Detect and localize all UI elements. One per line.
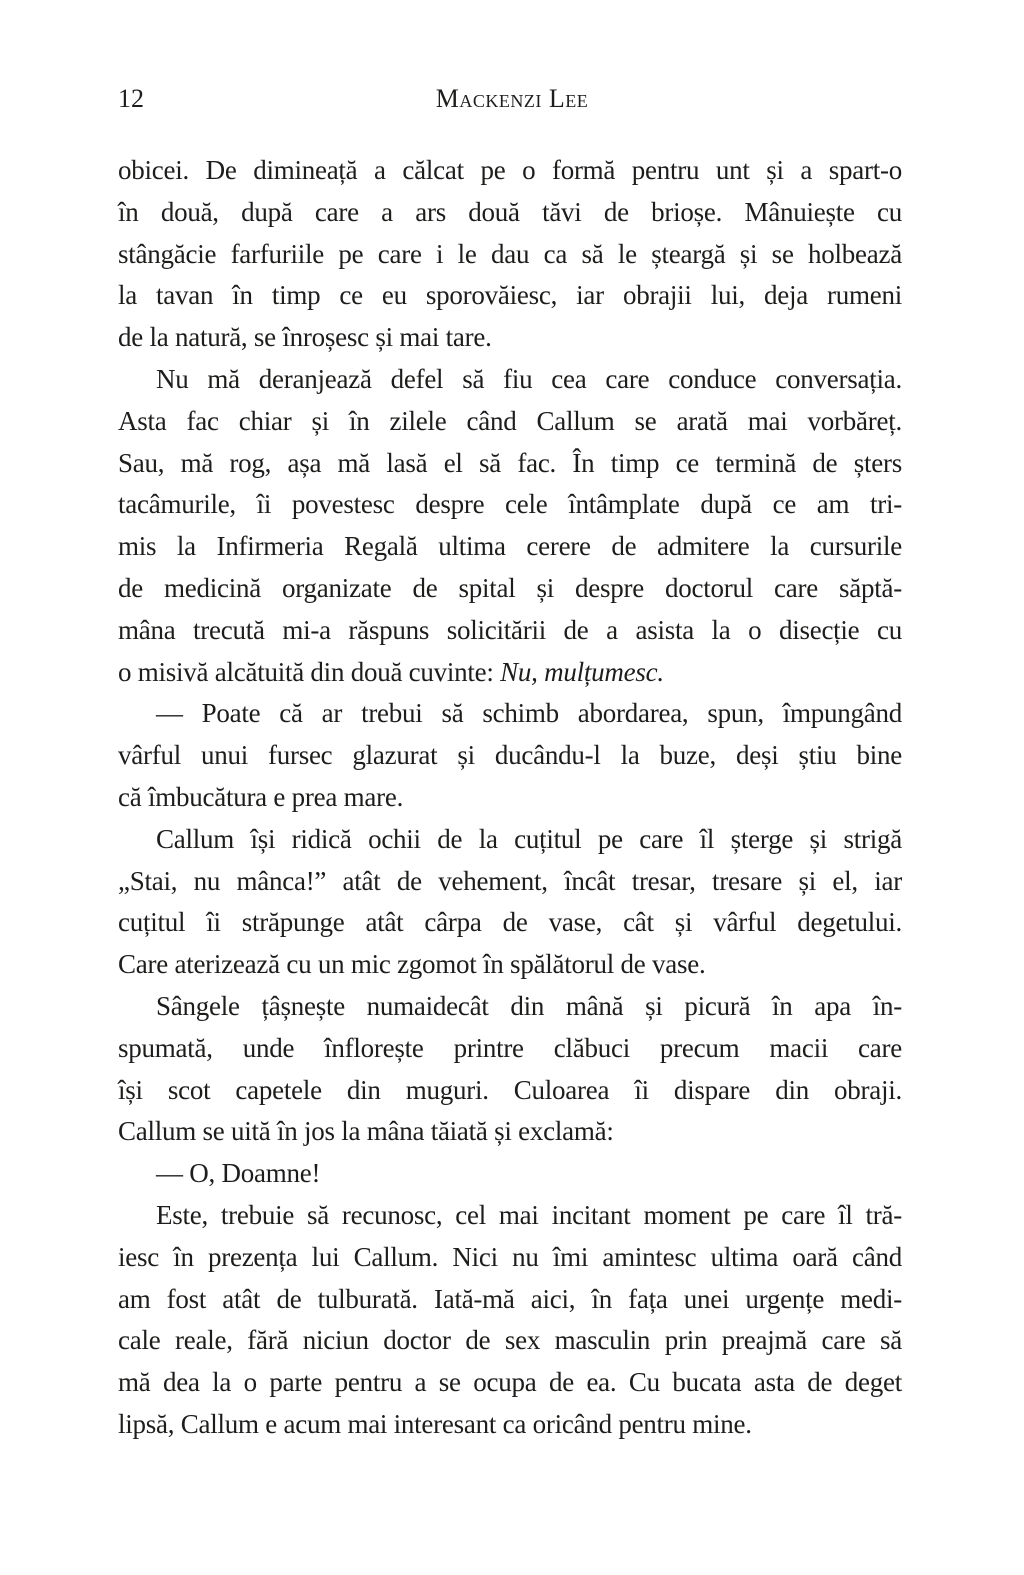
text-line: [118, 1028, 902, 1070]
paragraph: [118, 1153, 902, 1195]
paragraph: [118, 1195, 902, 1446]
line-text: mă dea la o parte pentru a se ocupa de ea. Cu bucata asta de deget: [118, 1367, 902, 1398]
text-line: [118, 777, 902, 819]
text-line: [118, 1070, 902, 1112]
line-text: Callum se uită în jos la mâna tăiată și exclamă:: [118, 1116, 614, 1147]
line-text: mâna trecută mi-a răspuns solicitării de a asista la o disecție cu: [118, 614, 902, 645]
paragraph: [118, 359, 902, 693]
running-title: Mackenzi Lee: [435, 84, 589, 113]
text-line: [118, 526, 902, 568]
text-line: [118, 1237, 902, 1279]
line-text: în două, după care a ars două tăvi de brioșe. Mânuiește cu: [118, 196, 902, 227]
line-text: Care aterizează cu un mic zgomot în spălătorul de vase.: [118, 949, 706, 980]
line-text: — O, Doamne!: [156, 1158, 321, 1189]
line-text: tacâmurile, îi povestesc despre cele întâmplate după ce am tri-: [118, 489, 902, 520]
text-line: [118, 1153, 902, 1195]
text-line: [118, 443, 902, 485]
text-line: [118, 861, 902, 903]
text-line: [118, 275, 902, 317]
line-text: cale reale, fără niciun doctor de sex masculin prin preajmă care să: [118, 1325, 902, 1356]
body-text: [118, 150, 902, 1446]
paragraph: [118, 819, 902, 986]
text-line: [118, 610, 902, 652]
text-line: [118, 359, 902, 401]
italic-text: Nu, mulțumesc.: [500, 656, 664, 687]
line-text: obicei. De dimineață a călcat pe o formă pentru unt și a spart-o: [118, 155, 902, 185]
text-line: [118, 234, 902, 276]
text-line: [118, 317, 902, 359]
text-line: [118, 192, 902, 234]
text-line: [118, 652, 902, 694]
line-text: — Poate că ar trebui să schimb abordarea, spun, împungând: [156, 698, 902, 729]
text-line: [118, 1362, 902, 1404]
line-text: Sângele țâșnește numaidecât din mână și picură în apa în-: [156, 990, 902, 1021]
text-line: [118, 819, 902, 861]
text-line: [118, 484, 902, 526]
text-line: [118, 902, 902, 944]
line-text: Asta fac chiar și în zilele când Callum se arată mai vorbăreț.: [118, 405, 902, 436]
text-line: [118, 986, 902, 1028]
paragraph: [118, 150, 902, 359]
line-text: lipsă, Callum e acum mai interesant ca oricând pentru mine.: [118, 1408, 752, 1439]
line-text: Nu mă deranjează defel să fiu cea care conduce conversația.: [156, 363, 902, 394]
line-text: cuțitul îi străpunge atât cârpa de vase, cât și vârful degetului.: [118, 907, 902, 938]
line-text: de medicină organizate de spital și despre doctorul care săptă-: [118, 572, 902, 603]
line-text: Callum își ridică ochii de la cuțitul pe care îl șterge și strigă: [156, 823, 902, 854]
line-text: stângăcie farfuriile pe care i le dau ca să le șteargă și se holbează: [118, 238, 902, 269]
line-text: Este, trebuie să recunosc, cel mai incitant moment pe care îl tră-: [156, 1199, 902, 1230]
page-number: 12: [118, 84, 144, 113]
line-text: că îmbucătura e prea mare.: [118, 781, 404, 812]
text-line: [118, 1279, 902, 1321]
line-text: își scot capetele din muguri. Culoarea îi dispare din obraji.: [118, 1074, 902, 1105]
text-line: [118, 150, 902, 192]
text-line: [118, 1404, 902, 1446]
text-line: [118, 944, 902, 986]
line-text: iesc în prezența lui Callum. Nici nu îmi amintesc ultima oară când: [118, 1241, 902, 1272]
line-text: vârful unui fursec glazurat și ducându-l la buze, deși știu bine: [118, 740, 902, 771]
text-line: [118, 1195, 902, 1237]
text-line: [118, 1111, 902, 1153]
text-line: [118, 1320, 902, 1362]
line-text: „Stai, nu mânca!” atât de vehement, încât tresar, tresare și el, iar: [118, 865, 902, 896]
line-text: am fost atât de tulburată. Iată-mă aici, în fața unei urgențe medi-: [118, 1283, 902, 1314]
text-line: [118, 568, 902, 610]
line-text: spumată, unde înflorește printre clăbuci precum macii care: [118, 1032, 902, 1063]
text-line: [118, 735, 902, 777]
line-text: o misivă alcătuită din două cuvinte:: [118, 656, 501, 687]
line-text: mis la Infirmeria Regală ultima cerere de admitere la cursurile: [118, 531, 902, 562]
line-text: Sau, mă rog, așa mă lasă el să fac. În timp ce termină de șters: [118, 447, 902, 478]
paragraph: [118, 986, 902, 1153]
line-text: la tavan în timp ce eu sporovăiesc, iar obrajii lui, deja rumeni: [118, 280, 902, 311]
line-text: de la natură, se înroșesc și mai tare.: [118, 322, 492, 353]
text-line: [118, 401, 902, 443]
paragraph: [118, 693, 902, 818]
text-line: [118, 693, 902, 735]
